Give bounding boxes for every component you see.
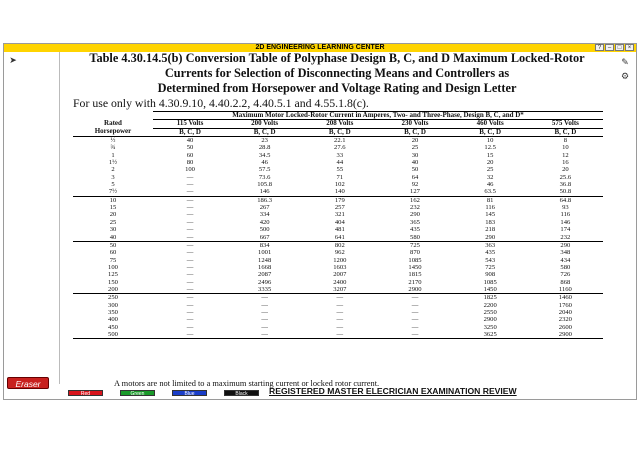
table-row: [73, 181, 603, 188]
current-cell: 726: [560, 271, 571, 279]
current-cell: 64: [411, 173, 419, 181]
current-cell: 16: [562, 159, 569, 167]
current-cell: 3335: [227, 286, 302, 294]
rated-hp-cell: 150: [108, 278, 118, 286]
rated-hp-cell: 30: [109, 226, 117, 234]
rated-hp-cell: 60: [109, 249, 117, 257]
rated-header: Rated: [104, 118, 122, 127]
current-cell: 481: [334, 226, 345, 234]
current-cell: 25: [411, 144, 419, 152]
current-cell: —: [186, 278, 194, 286]
current-cell: 20: [562, 166, 569, 174]
current-cell: 40: [411, 159, 419, 167]
col-header-460v: 460 Volts: [453, 120, 528, 128]
table-row: [73, 257, 603, 264]
current-cell: 183: [485, 218, 496, 226]
rated-hp-cell: 300: [108, 301, 118, 309]
table-row: [73, 302, 603, 309]
current-cell: 962: [334, 249, 345, 257]
current-cell: 908: [485, 271, 496, 279]
current-cell: 1248: [258, 256, 272, 264]
current-cell: 179: [334, 196, 345, 204]
table-row: [73, 188, 603, 196]
current-cell: 10: [486, 137, 494, 145]
current-cell: 100: [185, 166, 195, 174]
current-cell: 12: [562, 151, 569, 159]
current-cell: 32: [486, 173, 494, 181]
document-header: [73, 51, 601, 110]
current-cell: —: [261, 323, 268, 331]
current-cell: 641: [302, 234, 377, 242]
current-cell: 290: [410, 211, 420, 219]
current-cell: 434: [560, 256, 571, 264]
rated-hp-cell: 3: [111, 173, 115, 181]
current-cell: 36.8: [559, 181, 572, 189]
current-cell: 435: [485, 249, 496, 257]
rated-hp-cell: 100: [108, 263, 118, 271]
current-cell: 93: [562, 204, 569, 212]
current-cell: 1085: [483, 278, 497, 286]
current-cell: 146: [227, 188, 302, 196]
current-cell: 232: [528, 234, 603, 242]
current-cell: —: [261, 308, 268, 316]
design-label: B, C, D: [227, 128, 302, 136]
table-row: [73, 249, 603, 256]
table-title-line-1: Table 4.30.14.5(b) Conversion Table of Polyphase Design B, C, and D Maximum Locked-Rotor: [89, 51, 585, 65]
current-cell: 71: [336, 173, 344, 181]
table-row: [73, 219, 603, 226]
current-cell: 420: [259, 218, 270, 226]
current-cell: 725: [485, 263, 496, 271]
table-row: [73, 144, 603, 151]
current-cell: 1603: [333, 263, 347, 271]
table-title-line-3: Determined from Horsepower and Voltage Rating and Design Letter: [157, 81, 517, 95]
window-title: 2D ENGINEERING LEARNING CENTER: [255, 44, 385, 51]
current-cell: 57.5: [258, 166, 271, 174]
current-cell: 543: [485, 256, 496, 264]
current-cell: 28.8: [258, 144, 271, 152]
current-cell: —: [261, 316, 268, 324]
current-cell: 334: [259, 211, 270, 219]
current-cell: 12.5: [484, 144, 496, 152]
rated-hp-cell: 75: [109, 256, 117, 264]
use-note: For use only with 4.30.9.10, 4.40.2.2, 4.40.5.1 and 4.55.1.8(c).: [73, 96, 369, 110]
current-cell: —: [186, 316, 194, 324]
current-cell: 1085: [408, 256, 422, 264]
current-cell: 27.6: [334, 144, 346, 152]
current-cell: 834: [259, 241, 270, 249]
current-cell: —: [336, 294, 344, 302]
current-cell: 46: [261, 159, 268, 167]
current-cell: 116: [560, 211, 571, 219]
current-cell: —: [302, 331, 377, 339]
current-cell: 140: [302, 188, 377, 196]
current-cell: 802: [334, 241, 345, 249]
table-row: [73, 279, 603, 286]
current-cell: 1760: [558, 301, 572, 309]
current-cell: 40: [186, 137, 194, 145]
current-cell: 435: [410, 226, 420, 234]
current-cell: 146: [560, 218, 571, 226]
current-cell: 2496: [258, 278, 272, 286]
col-header-200v: 200 Volts: [227, 120, 302, 128]
rated-hp-cell: 5: [111, 181, 115, 189]
current-cell: 404: [334, 218, 345, 226]
current-cell: —: [186, 241, 194, 249]
col-header-115v: 115 Volts: [153, 120, 227, 128]
current-cell: 2040: [558, 308, 572, 316]
current-cell: 290: [453, 234, 528, 242]
current-cell: 1450: [453, 286, 528, 294]
current-cell: 34.5: [258, 151, 271, 159]
current-cell: —: [153, 234, 227, 242]
current-cell: —: [186, 301, 194, 309]
current-cell: 55: [336, 166, 344, 174]
current-cell: 2900: [377, 286, 452, 294]
arrow-tool-icon[interactable]: ➤: [9, 56, 17, 66]
col-header-208v: 208 Volts: [302, 120, 377, 128]
current-cell: —: [377, 331, 452, 339]
current-cell: 145: [485, 211, 496, 219]
current-cell: —: [227, 331, 302, 339]
close-button[interactable]: ×: [625, 44, 634, 51]
current-cell: 218: [485, 226, 496, 234]
current-cell: 1815: [408, 271, 422, 279]
current-cell: —: [186, 256, 194, 264]
current-cell: 1001: [258, 249, 272, 257]
current-cell: 25: [486, 166, 494, 174]
current-cell: 23: [261, 137, 268, 145]
table-row: [73, 234, 603, 242]
design-label: B, C, D: [453, 128, 528, 136]
current-cell: —: [411, 301, 419, 309]
rated-hp-cell: 450: [108, 323, 118, 331]
current-cell: 102: [334, 181, 345, 189]
right-toolbar: [614, 52, 636, 397]
current-cell: 1200: [333, 256, 347, 264]
table-row: [73, 159, 603, 166]
current-cell: 2007: [333, 271, 347, 279]
left-divider: [59, 52, 60, 384]
span-header: Maximum Motor Locked-Rotor Current in Amperes, Two- and Three-Phase, Design B, C, and D*: [153, 112, 603, 120]
current-cell: —: [153, 331, 227, 339]
col-header-230v: 230 Volts: [377, 120, 452, 128]
current-cell: —: [186, 271, 194, 279]
current-cell: 20: [411, 137, 419, 145]
current-cell: 267: [259, 204, 270, 212]
current-cell: —: [186, 196, 194, 204]
current-cell: —: [186, 308, 194, 316]
design-label: B, C, D: [528, 128, 603, 136]
table-row: [73, 174, 603, 181]
current-cell: 30: [411, 151, 419, 159]
current-cell: —: [186, 249, 194, 257]
color-chip-black[interactable]: Black: [224, 390, 259, 396]
current-cell: 92: [411, 181, 419, 189]
design-label: B, C, D: [302, 128, 377, 136]
footer-title: REGISTERED MASTER ELECRICIAN EXAMINATION REVIEW: [269, 386, 517, 396]
current-cell: 500: [259, 226, 270, 234]
current-cell: 232: [410, 204, 420, 212]
current-cell: 2170: [408, 278, 422, 286]
current-cell: 580: [377, 234, 452, 242]
current-cell: —: [186, 294, 194, 302]
current-cell: —: [186, 323, 194, 331]
color-chip-green[interactable]: Green: [120, 390, 155, 396]
current-cell: —: [186, 263, 194, 271]
current-cell: 870: [410, 249, 420, 257]
current-cell: 321: [334, 211, 345, 219]
rated-hp-cell: ¾: [110, 144, 116, 152]
table-row: [73, 324, 603, 331]
help-button[interactable]: ?: [595, 44, 604, 51]
rated-hp-cell: 400: [108, 316, 118, 324]
rated-hp-cell: 10: [109, 196, 117, 204]
current-cell: —: [153, 286, 227, 294]
current-cell: 20: [486, 159, 494, 167]
current-cell: 46: [486, 181, 494, 189]
current-cell: 80: [186, 159, 194, 167]
horsepower-header: Horsepower: [73, 128, 153, 136]
current-cell: —: [186, 204, 194, 212]
current-cell: 1825: [483, 294, 497, 302]
table-row: [73, 316, 603, 323]
table-title-line-2: Currents for Selection of Disconnecting Means and Controllers as: [164, 66, 510, 80]
rated-hp-cell: ½: [110, 137, 116, 145]
rated-hp-cell: 7½: [73, 188, 153, 196]
current-cell: 186.3: [257, 196, 273, 204]
rated-hp-cell: 2: [111, 166, 115, 174]
current-cell: 1450: [408, 263, 422, 271]
table-body: [73, 137, 603, 339]
current-cell: —: [411, 294, 419, 302]
table-row: [73, 271, 603, 278]
current-cell: 116: [485, 204, 495, 212]
design-label: B, C, D: [153, 128, 227, 136]
design-label: B, C, D: [377, 128, 452, 136]
col-header-575v: 575 Volts: [528, 120, 603, 128]
current-cell: 257: [334, 204, 345, 212]
current-cell: —: [411, 316, 419, 324]
table-row: [73, 264, 603, 271]
rated-hp-cell: 500: [73, 331, 153, 339]
current-cell: 25.6: [559, 173, 572, 181]
current-cell: 1460: [558, 294, 572, 302]
rated-hp-cell: 50: [109, 241, 117, 249]
current-cell: 63.5: [453, 188, 528, 196]
current-cell: 290: [560, 241, 571, 249]
current-cell: 868: [560, 278, 571, 286]
current-cell: —: [186, 211, 194, 219]
current-cell: 2600: [558, 323, 572, 331]
current-cell: 105.8: [257, 181, 273, 189]
rated-hp-cell: 15: [109, 204, 117, 212]
current-cell: 50: [186, 144, 194, 152]
current-cell: 15: [486, 151, 494, 159]
rated-hp-cell: 250: [108, 294, 118, 302]
current-cell: 3625: [453, 331, 528, 339]
current-cell: 2320: [558, 316, 572, 324]
current-cell: 2200: [483, 301, 497, 309]
table-row: [73, 204, 603, 211]
current-cell: 22.1: [334, 137, 346, 145]
current-cell: —: [186, 173, 194, 181]
table-row: [73, 211, 603, 218]
rated-hp-cell: 200: [73, 286, 153, 294]
table-row: [73, 166, 603, 173]
current-cell: 580: [560, 263, 571, 271]
current-cell: —: [186, 226, 194, 234]
current-cell: 2900: [483, 316, 497, 324]
rated-hp-cell: 125: [108, 271, 118, 279]
current-cell: —: [336, 308, 344, 316]
table-row: [73, 226, 603, 233]
gear-icon[interactable]: ⚙: [620, 72, 630, 82]
table-row: [73, 309, 603, 316]
current-cell: —: [336, 316, 344, 324]
color-chip-red[interactable]: Red: [68, 390, 103, 396]
minimize-button[interactable]: –: [605, 44, 614, 51]
current-cell: 2400: [333, 278, 347, 286]
current-cell: 8: [563, 137, 568, 145]
pen-tool-icon[interactable]: ✎: [621, 58, 629, 68]
table-row: [73, 331, 603, 339]
locked-rotor-table: [73, 111, 603, 339]
rated-hp-cell: 1½: [108, 159, 118, 167]
current-cell: 50: [411, 166, 419, 174]
current-cell: —: [336, 301, 344, 309]
current-cell: 73.6: [258, 173, 271, 181]
rated-hp-cell: 40: [73, 234, 153, 242]
current-cell: 60: [186, 151, 194, 159]
left-toolbar: [4, 52, 59, 397]
current-cell: —: [153, 188, 227, 196]
current-cell: 10: [562, 144, 569, 152]
rated-hp-cell: 1: [111, 151, 115, 159]
current-cell: 81: [486, 196, 494, 204]
current-cell: 348: [560, 249, 571, 257]
current-cell: —: [336, 323, 344, 331]
table-row: [73, 286, 603, 294]
current-cell: —: [186, 218, 194, 226]
current-cell: 2550: [483, 308, 497, 316]
current-cell: 64.8: [559, 196, 572, 204]
table-row: [73, 294, 603, 302]
table-row: [73, 241, 603, 249]
current-cell: 1668: [258, 263, 272, 271]
current-cell: 725: [410, 241, 420, 249]
rated-hp-cell: 20: [109, 211, 117, 219]
current-cell: —: [411, 323, 419, 331]
eraser-button[interactable]: Eraser: [7, 377, 49, 389]
footer-note: A motors are not limited to a maximum starting current or locked rotor current.: [114, 379, 380, 388]
current-cell: 3250: [483, 323, 497, 331]
current-cell: 2900: [528, 331, 603, 339]
current-cell: —: [411, 308, 419, 316]
current-cell: 1160: [528, 286, 603, 294]
rated-hp-cell: 350: [108, 308, 118, 316]
current-cell: —: [261, 301, 268, 309]
current-cell: 127: [377, 188, 452, 196]
current-cell: —: [261, 294, 268, 302]
current-cell: 174: [560, 226, 571, 234]
current-cell: 44: [336, 159, 344, 167]
current-cell: 365: [410, 218, 420, 226]
current-cell: 2087: [258, 271, 272, 279]
rated-hp-cell: 25: [109, 218, 117, 226]
color-chip-blue[interactable]: Blue: [172, 390, 207, 396]
current-cell: 33: [336, 151, 344, 159]
table-row: [73, 196, 603, 204]
maximize-button[interactable]: □: [615, 44, 624, 51]
current-cell: 162: [410, 196, 420, 204]
current-cell: 50.8: [528, 188, 603, 196]
table-row: [73, 152, 603, 159]
table-row: [73, 137, 603, 145]
current-cell: 3207: [302, 286, 377, 294]
current-cell: 667: [227, 234, 302, 242]
current-cell: 363: [485, 241, 496, 249]
current-cell: —: [186, 181, 194, 189]
